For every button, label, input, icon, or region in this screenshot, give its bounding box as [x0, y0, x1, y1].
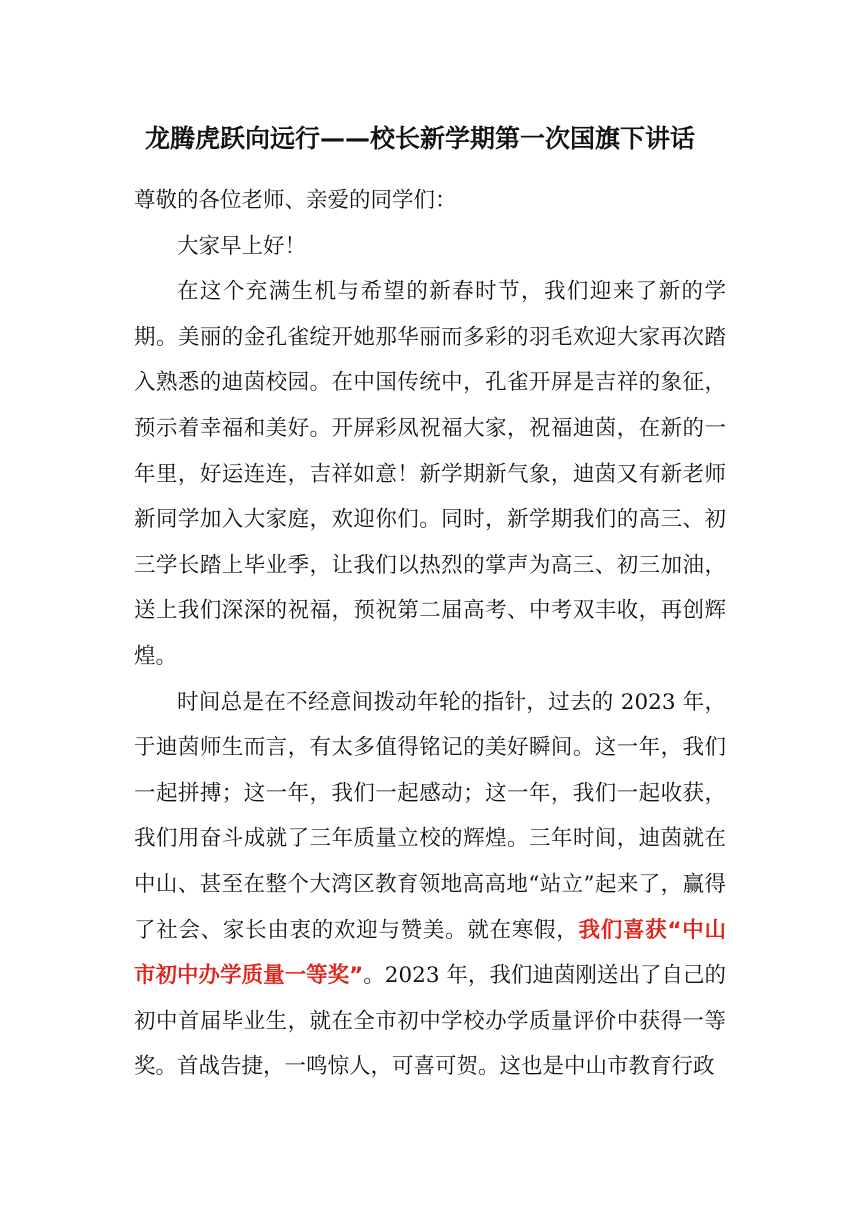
paragraph-2-text-start: 时间总是在不经意间拨动年轮的指针，过去的 2023 年，于迪茵师生而言，有太多值得铭记的美好瞬间。这一年，我们一起拼搏；这一年，我们一起感动；这一年，我们一起收获，我们用奋斗成就了三年质量立校的辉煌。三年时间，迪茵就在中山、甚至在整个大湾区教育领地高高地“站立”起来了，赢得了社会、家长由衷的欢迎与赞美。就在寒假， — [134, 689, 726, 943]
salutation: 尊敬的各位老师、亲爱的同学们： — [134, 188, 457, 213]
document-body — [134, 178, 726, 1090]
paragraph-2 — [134, 680, 726, 1090]
paragraph-1: 在这个充满生机与希望的新春时节，我们迎来了新的学期。美丽的金孔雀绽开她那华丽而多彩的羽毛欢迎大家再次踏入熟悉的迪茵校园。在中国传统中，孔雀开屏是吉祥的象征，预示着幸福和美好。开屏彩凤祝福大家，祝福迪茵，在新的一年里，好运连连，吉祥如意！新学期新气象，迪茵又有新老师新同学加入大家庭，欢迎你们。同时，新学期我们的高三、初三学长踏上毕业季，让我们以热烈的掌声为高三、初三加油，送上我们深深的祝福，预祝第二届高考、中考双丰收，再创辉煌。 — [134, 279, 726, 669]
document-title: 龙腾虎跃向远行——校长新学期第一次国旗下讲话 — [145, 124, 696, 153]
greeting: 大家早上好！ — [177, 233, 307, 259]
paragraph-2-text-end: 。2023 年，我们迪茵刚送出了自己的初中首届毕业生，就在全市初中学校办学质量评价中获得一等奖。首战告捷，一鸣惊人，可喜可贺。这也是中山市教育行政 — [134, 963, 726, 1080]
award-highlight: 我们喜获“中山市初中办学质量一等奖” — [134, 917, 726, 989]
